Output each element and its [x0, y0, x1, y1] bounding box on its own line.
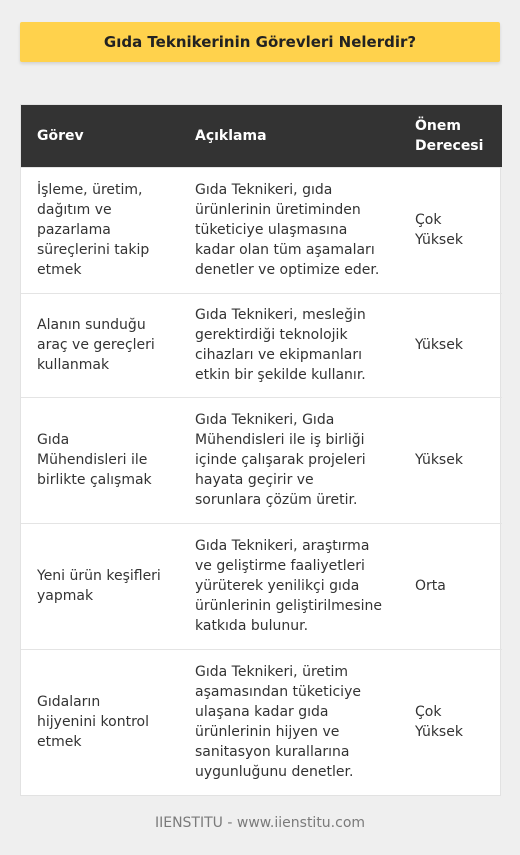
- importance-cell: Orta: [415, 578, 446, 594]
- description-cell: Gıda Teknikeri, mesleğin gerektirdiği teknolojik cihazları ve ekipmanları etkin bir şekilde kullanır.: [195, 307, 366, 383]
- description-cell: Gıda Teknikeri, araştırma ve geliştirme faaliyetleri yürüterek yenilikçi gıda ürünlerinin geliştirilmesine katkıda bulunur.: [195, 538, 383, 634]
- tasks-table: [20, 104, 501, 796]
- description-cell: Gıda Teknikeri, Gıda Mühendisleri ile iş birliği içinde çalışarak projeleri hayata geçirir ve sorunlara çözüm üretir.: [195, 412, 366, 508]
- page-title: Gıda Teknikerinin Görevleri Nelerdir?: [20, 22, 500, 62]
- task-cell: Gıda Mühendisleri ile birlikte çalışmak: [37, 432, 152, 488]
- footer-credit: IIENSTITU - www.iienstitu.com: [154, 815, 366, 831]
- importance-cell: Çok Yüksek: [415, 212, 463, 248]
- task-cell: Yeni ürün keşifleri yapmak: [37, 568, 161, 604]
- task-cell: İşleme, üretim, dağıtım ve pazarlama süreçlerini takip etmek: [37, 182, 150, 278]
- description-cell: Gıda Teknikeri, gıda ürünlerinin üretiminden tüketiciye ulaşmasına kadar olan tüm aşamaları denetler ve optimize eder.: [195, 182, 380, 278]
- table-row: [21, 293, 502, 397]
- importance-cell: Çok Yüksek: [415, 704, 463, 741]
- column-header-task: Görev: [37, 127, 84, 144]
- description-cell: Gıda Teknikeri, üretim aşamasından tüketiciye ulaşana kadar gıda ürünlerinin hijyen ve sanitasyon kurallarına uygunluğunu denetler.: [195, 664, 361, 781]
- task-cell: Gıdaların hijyenini kontrol etmek: [37, 694, 149, 751]
- table-row: [21, 523, 502, 649]
- task-cell: Alanın sunduğu araç ve gereçleri kullanmak: [37, 317, 155, 373]
- table-row: [21, 649, 502, 795]
- column-header-description: Açıklama: [195, 127, 267, 144]
- column-header-importance: Önem Derecesi: [415, 117, 484, 154]
- table-row: [21, 397, 502, 523]
- table-header-row: [21, 105, 502, 167]
- importance-cell: Yüksek: [415, 337, 463, 353]
- importance-cell: Yüksek: [415, 452, 463, 468]
- table-row: [21, 167, 502, 293]
